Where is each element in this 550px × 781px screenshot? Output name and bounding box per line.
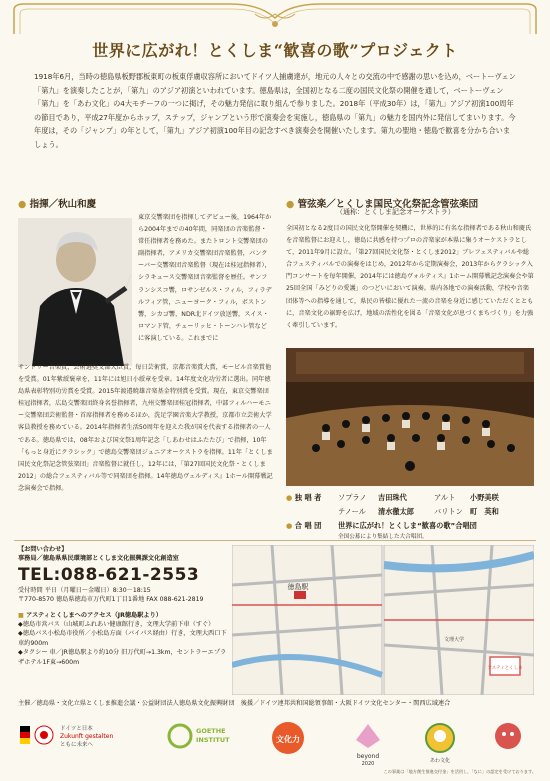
contact-block [18, 545, 230, 667]
singer-name: 小野美咲 [470, 493, 499, 502]
orchestra-photo [286, 348, 534, 486]
logo-text: GOETHE [196, 727, 226, 735]
chorus-label-text: 合 唱 団 [294, 521, 322, 530]
bullet-icon: ● [286, 199, 295, 210]
conductor-bio-part1: 東京交響楽団を指揮してデビュー後，1964年から2004年までの40年間，同楽団の音楽監督・常任指揮者を務めた。またトロント交響楽団の副指揮者，アメリカ交響楽団音楽監督，バンクーバー交響楽団音楽監督（現在は桂冠指揮者），シラキュース交響楽団音楽監督を歴任。サンフランシスコ響，ロサンゼルス・フィル，フィラデルフィア管，ニューヨーク・フィル，ボストン響，シカゴ響，NDR北ドイツ放送響，スイス・ロマンド管，チューリッヒ・トーンハレ管などに客演している。これまでに [138, 214, 272, 342]
intro-text: 1918年6月，当時の徳島県板野郡板東町の板東俘虜収容所においてドイツ人捕虜達が，地元の人々との交流の中で感謝の思いを込め，ベートーヴェン「第九」を演奏したことが，「第九」のアジア初演といわれています。徳島県は，全国初となる二度の国民文化祭の開催を通して，ベートーヴェン「第九」を「あわ文化」の4大モチーフの一つに掲げ，その魅力発信に取り組んで参りました。2018年（平成30年）は，「第九」アジア初演100周年の節目であり，平成27年度からホップ，ステップ，ジャンプという形で演奏会を実施し，徳島県の「第九」の魅力を国内外に発信してまいります。今年度は，その「ジャンプ」の年として，「第九」アジア初演100年目の記念すべき演奏会を開催いたします。第九の聖地・徳島で歓喜を分かち合いましょう。 [34, 72, 516, 149]
access-heading: ■ アスティとくしまへのアクセス（JR徳島駅より） [18, 611, 162, 619]
access-maps [232, 545, 534, 695]
voice-part: バリトン [434, 507, 463, 516]
conductor-bio-part2: サントリー音楽賞，芸術選奨文部大臣賞，毎日芸術賞，京都音楽賞大賞，モービル音楽賞他を受賞。01年紫綬褒章を，11年には旭日小綬章を受章。14年度文化功労者に選出。同年徳島県表彰特別功労賞を受賞。2015年渡邉暁雄音楽基金特別賞を受賞。現在，東京交響楽団桂冠指揮者，広島交響楽団終身名誉指揮者，九州交響楽団桂冠指揮者，中部フィルハーモニー交響楽団芸術監督・首席指揮者を務めるほか，洗足学園音楽大学教授，京都市立芸術大学客員教授を務めている。2014年指揮者生活50周年を迎えた我が国を代表する指揮者の一人である。徳島県では，08年および国文祭1周年記念「しあわせはふたたび」で指揮，10年「もっと身近にクラシック」で徳島交響楽団ジュニアオーケストラを指揮。11年「とくしま国民文化祭記念管弦楽団」音楽監督に就任し，12年には，「第27回国民文化祭・とくしま2012」の総合フェスティバル等で同楽団を指揮。14年徳島ヴェルディス』1ホール開幕戦記念演奏会で指揮。 [18, 364, 273, 492]
chorus-label: ● 合 唱 団 [286, 521, 322, 530]
singer-name: 町 英和 [470, 507, 499, 516]
sponsors-line: 主催／徳島県・文化立県とくしま推進会議・公益財団法人徳島県文化振興財団 後援／ドイツ連邦共和国総領事館・大阪ドイツ文化センター・関西広域連合 [18, 700, 451, 707]
logo-text: ドイツと日本 [60, 726, 93, 732]
access-item-text: 徳島バス小松島市役所／小松島方面（バイパス経由）行き，文理大西口下車約900m [18, 630, 227, 647]
orchestra-subheading: （通称：とくしま記念オーケストラ） [336, 208, 455, 216]
divider [14, 540, 536, 541]
page-title: 世界に広がれ！とくしま“歓喜の歌”プロジェクト [92, 41, 458, 60]
footnote: この事業は「地方創生推進交付金」を活用し，「なに」の認定を受けております。 [383, 769, 536, 774]
logo-text: 2020 [361, 761, 375, 766]
logo-text: あわ文化 [429, 758, 451, 764]
voice-part: アルト [434, 493, 456, 502]
access-item: ◆タクシー 車／JR徳島駅より約10分 旧万代町→1.3km，セントラーエプラザホテル1F東→600m [18, 649, 227, 666]
access-heading-text: アスティとくしまへのアクセス（JR徳島駅より） [26, 611, 162, 619]
ornamental-frame [0, 0, 550, 36]
map-label: アスティとくしま [487, 666, 523, 671]
access-item: ◆徳島バス小松島市役所／小松島方面（バイパス経由）行き，文理大西口下車約900m [18, 630, 227, 647]
chorus-row [286, 520, 536, 531]
logo-text: INSTITUT [196, 736, 230, 744]
logo-text: beyond [356, 753, 380, 760]
soloists-label-text: 独 唱 者 [294, 493, 322, 502]
contact-office: 事務局／徳島県県民環境部とくしま文化振興課文化創造室 [18, 555, 179, 563]
contact-tel[interactable]: TEL:088-621-2553 [18, 564, 200, 585]
soloists-label: ● 独 唱 者 [286, 493, 322, 502]
conductor-photo [18, 218, 132, 366]
contact-hours: 受付時間 平日（月曜日〜金曜日）8:30－18:15 [18, 586, 151, 594]
conductor-heading [18, 196, 96, 210]
map-label: 文理大学 [444, 637, 465, 643]
station-marker [294, 591, 306, 599]
access-item-text: 徳島市営バス（山城町ふれあい健康館行き，文理大学前下車（すぐ） [22, 621, 215, 629]
bullet-icon: ● [18, 199, 27, 210]
map-label: 徳島駅 [287, 583, 309, 591]
logo-text: 文化力 [276, 735, 300, 744]
voice-part: テノール [338, 507, 366, 516]
logo-text: ともに未来へ [60, 742, 94, 748]
access-item-text: タクシー 車／JR徳島駅より約10分 旧万代町→1.3km，セントラーエプラザホテル1F東→600m [18, 649, 227, 666]
orchestra-heading-text: 管弦楽／とくしま国民文化祭記念管弦楽団 [297, 199, 479, 210]
soloists-row [286, 492, 536, 503]
access-item: ◆徳島市営バス（山城町ふれあい健康館行き，文理大学前下車（すぐ） [18, 621, 215, 629]
chorus-note: 全国公募により集結した大合唱団。 [338, 534, 428, 540]
singer-name: 清水徹太郎 [378, 507, 414, 516]
contact-address: 〒770-8570 徳島県徳島市万代町1丁目1番地 FAX 088-621-2819 [18, 596, 204, 604]
logo-text: Zukunft gestalten [60, 733, 114, 740]
conductor-heading-text: 指揮／秋山和慶 [29, 199, 97, 210]
logos-row [20, 718, 530, 766]
soloists-row [286, 506, 536, 517]
singer-name: 吉田珠代 [378, 493, 407, 502]
voice-part: ソプラノ [338, 493, 367, 502]
chorus-name: 世界に広がれ！とくしま“歓喜の歌”合唱団 [338, 521, 477, 530]
contact-heading: 【お問い合わせ】 [18, 546, 68, 553]
orchestra-bio: 全国初となる2度目の国民文化祭開催を契機に，世界的に有名な指揮者である秋山和慶氏を音楽監督にお迎えし，徳島に共感を持つプロの音楽家が本県に集うオーケストラとして，2011年9月に設立。「第27回国民文化祭・とくしま2012」ブレフェスティバルや総合フェスティバルでの演奏をはじめ，2012年から定期演奏会，2013年からクラシック入門コンサートを毎年開催，2014年には徳島ヴォルティス』1ホーム開幕戦記念演奏会や第25回全国「みどりの愛護」のつどいにおいて演奏。県内各地での演奏活動，学校や音楽団体等への指導を通して，県民の皆様に優れた一流の音楽を身近に感じていただくとともに，音楽文化の裾野を広げ，地域の活性化を図る「音楽文化が息づくまちづくり」を力強く牽引しています。 [286, 225, 534, 329]
